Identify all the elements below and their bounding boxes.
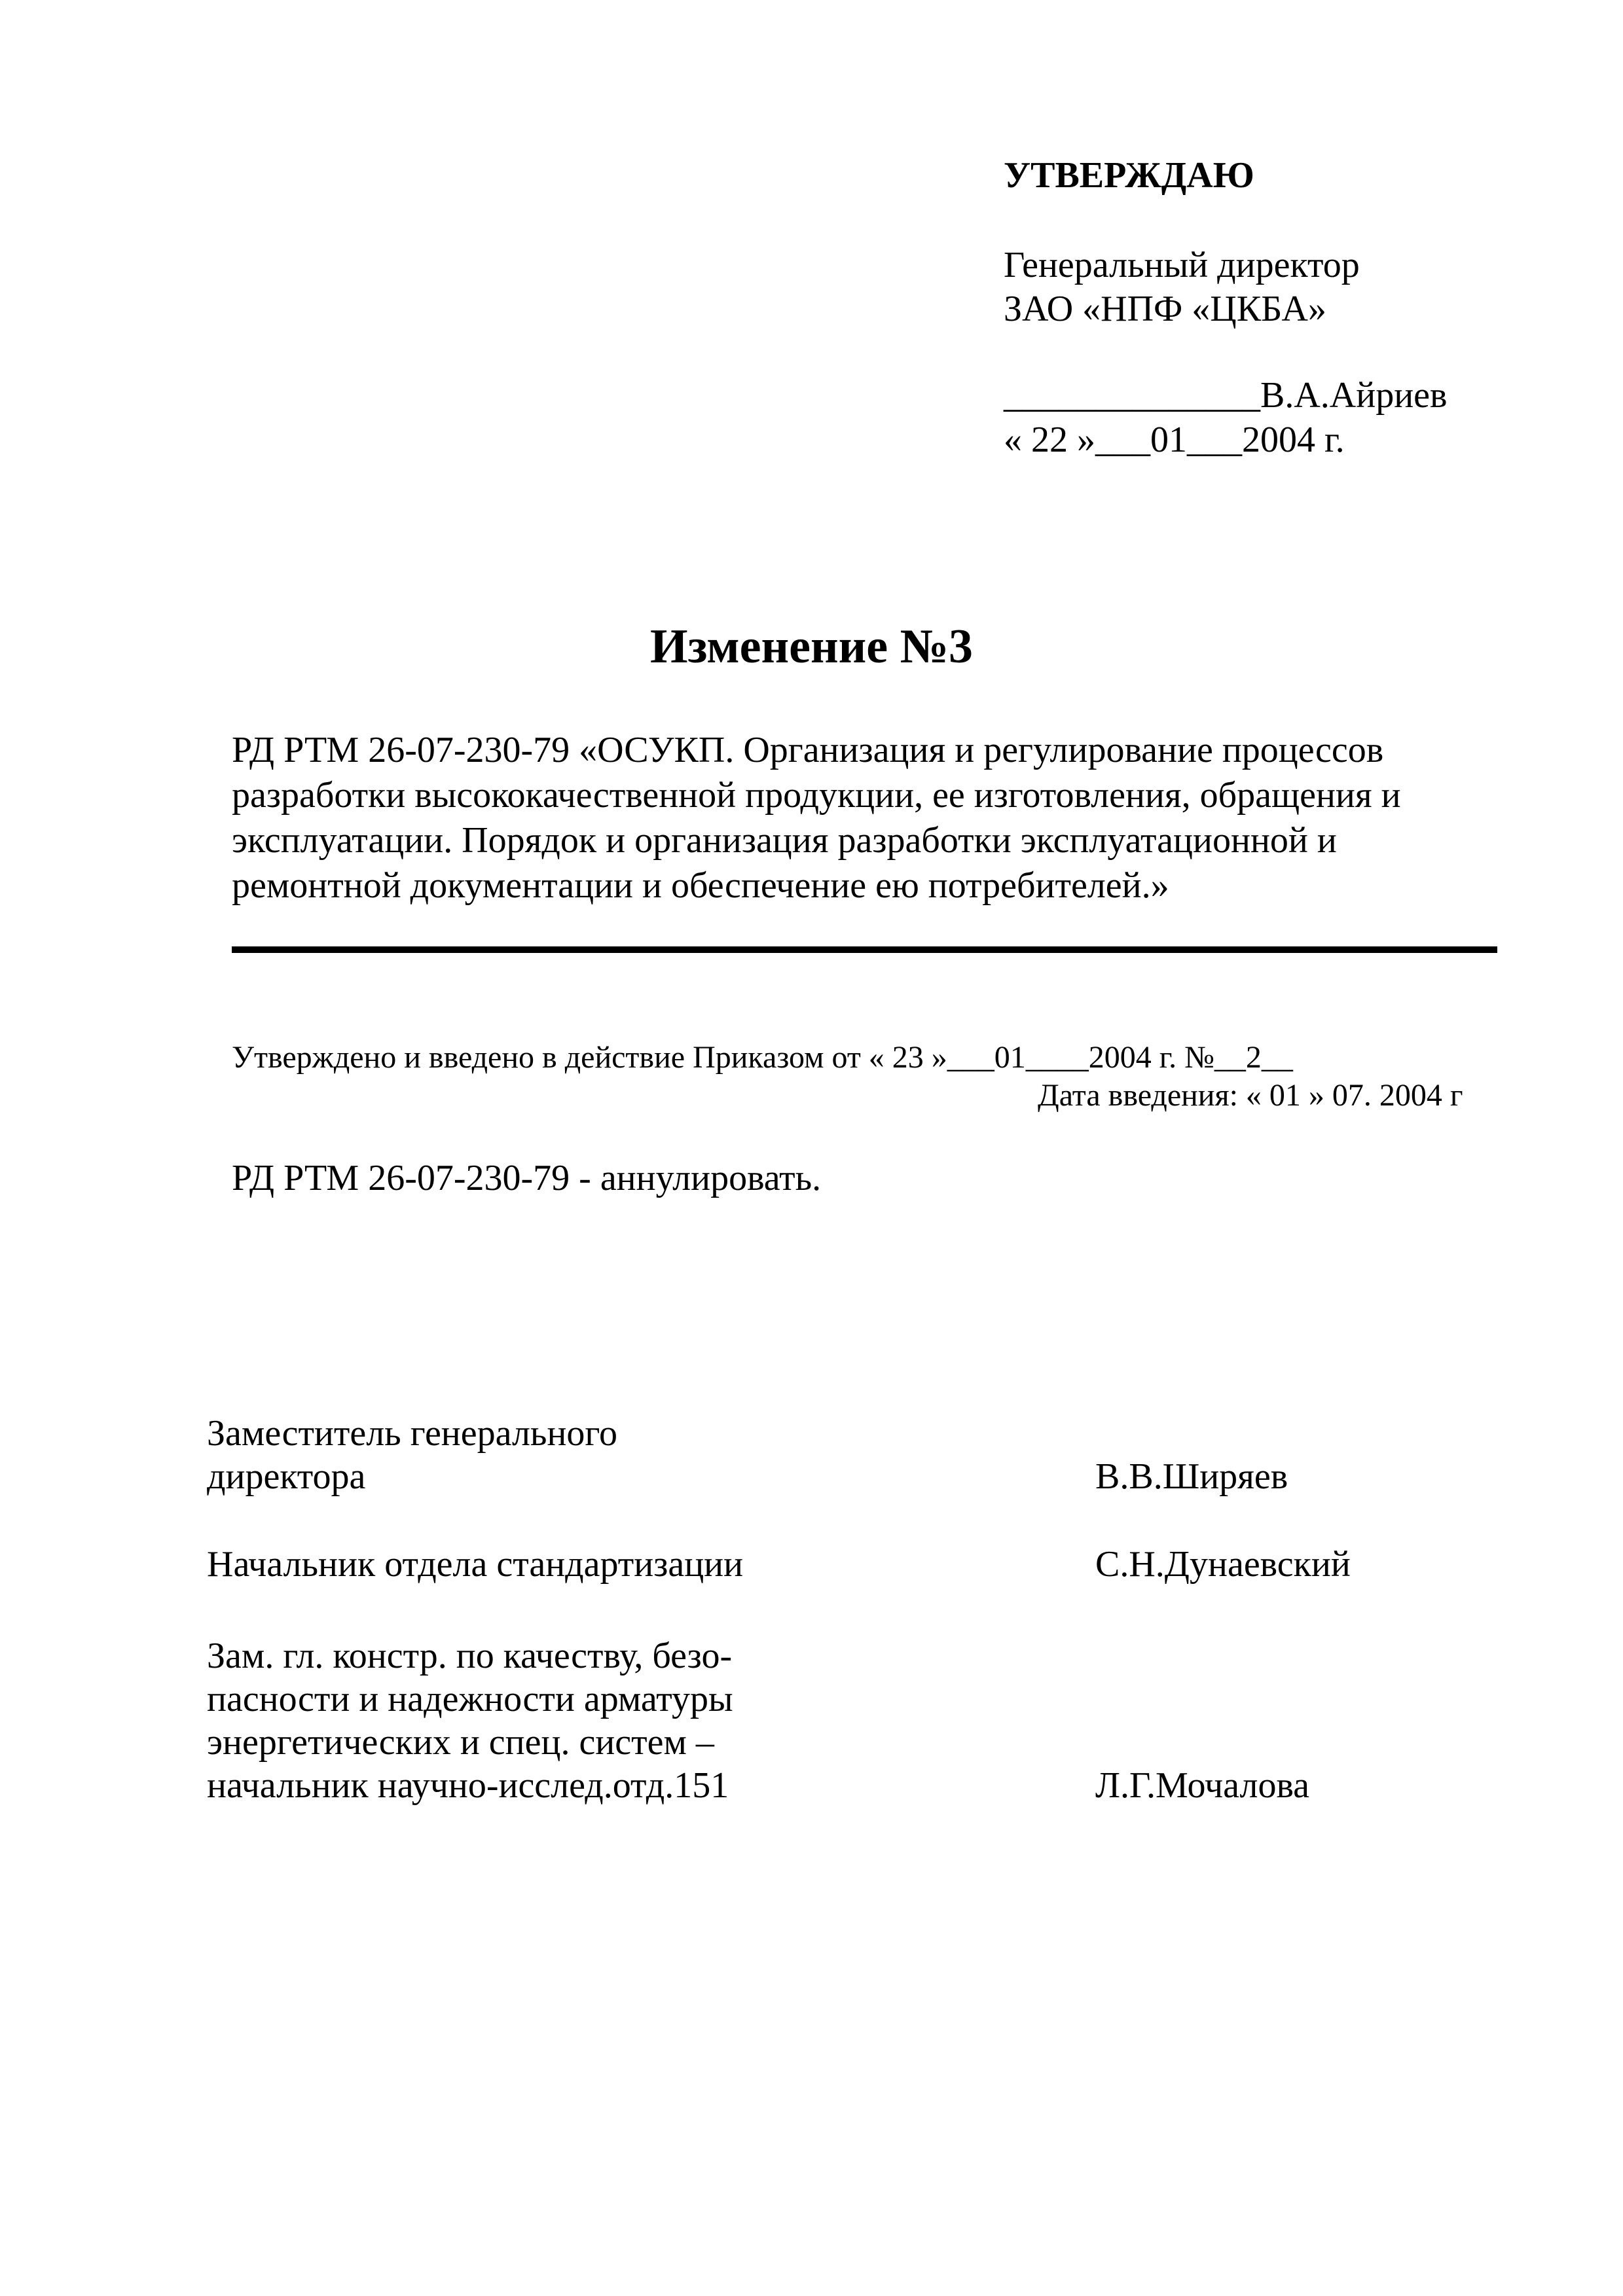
signature-name-3: Л.Г.Мочалова — [1095, 1765, 1310, 1806]
order-line: Утверждено и введено в действие Приказом от « 23 »___01____2004 г. №__2__ — [232, 1040, 1293, 1075]
document-title: Изменение №3 — [650, 620, 973, 673]
signature-name-2: С.Н.Дунаевский — [1095, 1544, 1351, 1585]
signature-position-1 — [207, 1412, 617, 1498]
signature-position-line: начальник научно-исслед.отд.151 — [207, 1765, 729, 1806]
subject-line: ремонтной документации и обеспечение ею потребителей.» — [232, 865, 1169, 906]
intro-date-line: Дата введения: « 01 » 07. 2004 г — [1038, 1078, 1463, 1113]
signature-position-line: пасности и надежности арматуры — [207, 1679, 733, 1719]
signature-position-line: Заместитель генерального — [207, 1413, 617, 1454]
approval-organization: ЗАО «НПФ «ЦКБА» — [1004, 289, 1326, 329]
subject-line: эксплуатации. Порядок и организация разработки эксплуатационной и — [232, 820, 1337, 861]
signature-position-line: энергетических и спец. систем – — [207, 1722, 714, 1763]
approval-title: УТВЕРЖДАЮ — [1004, 155, 1254, 196]
approval-position: Генеральный директор — [1004, 245, 1360, 285]
horizontal-rule — [232, 946, 1497, 953]
subject-line: РД РТМ 26-07-230-79 «ОСУКП. Организация и регулирование процессов — [232, 730, 1384, 770]
signature-name-1: В.В.Ширяев — [1095, 1456, 1288, 1497]
signature-position-3 — [207, 1634, 733, 1807]
subject-line: разработки высококачественной продукции, ее изготовления, обращения и — [232, 775, 1401, 816]
approval-signature-line: ______________В.А.Айриев — [1004, 375, 1448, 416]
signature-position-2 — [207, 1543, 743, 1586]
signature-position-line: Зам. гл. констр. по качеству, безо- — [207, 1636, 733, 1676]
signature-position-line: Начальник отдела стандартизации — [207, 1544, 744, 1585]
annul-text: РД РТМ 26-07-230-79 - аннулировать. — [232, 1158, 822, 1198]
approval-date: « 22 »___01___2004 г. — [1004, 420, 1345, 460]
document-subject — [232, 728, 1508, 908]
signature-position-line: директора — [207, 1456, 366, 1497]
